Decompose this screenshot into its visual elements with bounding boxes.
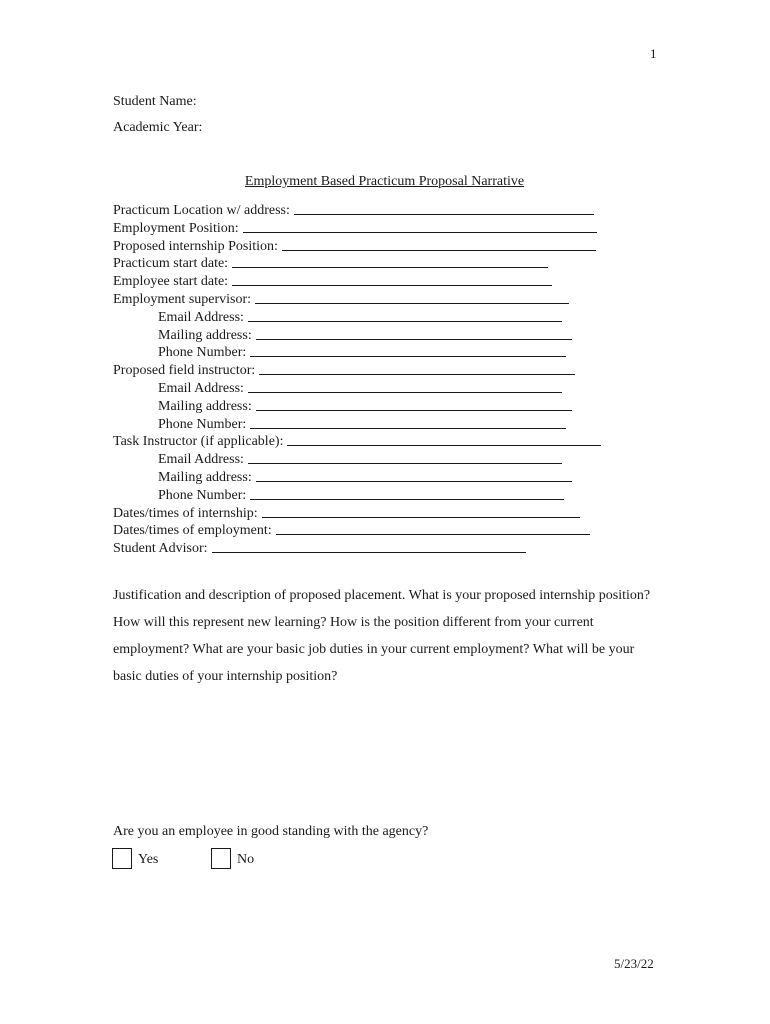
field-supervisor-phone bbox=[113, 342, 601, 360]
field-label: Email Address: bbox=[158, 380, 244, 396]
field-label: Phone Number: bbox=[158, 345, 247, 361]
field-label: Employee start date: bbox=[113, 274, 229, 290]
field-label: Mailing address: bbox=[158, 469, 252, 485]
field-proposed-field-instructor bbox=[113, 360, 601, 378]
field-supervisor-email bbox=[113, 307, 601, 325]
field-label: Mailing address: bbox=[158, 398, 252, 414]
field-label: Employment supervisor: bbox=[113, 291, 252, 307]
instructor-mailing-address-line[interactable] bbox=[256, 397, 572, 411]
supervisor-email-line[interactable] bbox=[248, 308, 562, 322]
practicum-start-date-line[interactable] bbox=[232, 254, 548, 268]
no-checkbox[interactable] bbox=[211, 848, 231, 869]
task-instructor-mailing-address-line[interactable] bbox=[256, 468, 572, 482]
field-task-instructor-email bbox=[113, 449, 601, 467]
supervisor-mailing-address-line[interactable] bbox=[256, 326, 572, 340]
employment-position-line[interactable] bbox=[243, 219, 597, 233]
page-number: 1 bbox=[650, 46, 657, 61]
field-label: Proposed internship Position: bbox=[113, 238, 278, 254]
proposal-fields bbox=[113, 200, 601, 556]
field-label: Phone Number: bbox=[158, 416, 247, 432]
field-employment-supervisor bbox=[113, 289, 601, 307]
field-label: Task Instructor (if applicable): bbox=[113, 434, 284, 450]
field-task-instructor-phone bbox=[113, 485, 601, 503]
field-supervisor-mailing-address bbox=[113, 325, 601, 343]
field-proposed-internship-position bbox=[113, 236, 601, 254]
footer-date: 5/23/22 bbox=[614, 956, 654, 971]
field-label: Practicum Location w/ address: bbox=[113, 203, 290, 218]
practicum-location-line[interactable] bbox=[294, 201, 594, 215]
student-advisor-line[interactable] bbox=[212, 539, 526, 553]
proposed-field-instructor-line[interactable] bbox=[259, 361, 575, 375]
document-title-text: Employment Based Practicum Proposal Narrative bbox=[244, 174, 525, 189]
field-dates-times-employment bbox=[113, 520, 601, 538]
field-label: Phone Number: bbox=[158, 487, 247, 503]
field-label: Email Address: bbox=[158, 452, 244, 468]
yes-label: Yes bbox=[138, 851, 159, 867]
field-instructor-email bbox=[113, 378, 601, 396]
instructor-email-line[interactable] bbox=[248, 379, 562, 393]
field-label: Dates/times of employment: bbox=[113, 523, 272, 539]
instructor-phone-line[interactable] bbox=[250, 415, 566, 429]
yes-checkbox[interactable] bbox=[112, 848, 132, 869]
field-label: Student Advisor: bbox=[113, 541, 208, 557]
field-label: Practicum start date: bbox=[113, 256, 229, 272]
header-block bbox=[113, 94, 202, 146]
choice-yes[interactable] bbox=[112, 848, 158, 869]
field-employee-start-date bbox=[113, 271, 601, 289]
field-label: Email Address: bbox=[158, 309, 244, 325]
student-name-label: Student Name: bbox=[113, 94, 197, 109]
field-label: Employment Position: bbox=[113, 220, 239, 236]
justification-prompt: Justification and description of proposed placement. What is your proposed internship position? How will this represent new learning? How is the position different from your current employment? What are your basic job duties in your current employment? What will be your basic duties of your internship position? bbox=[113, 588, 651, 684]
good-standing-question: Are you an employee in good standing with the agency? bbox=[113, 824, 429, 839]
field-instructor-mailing-address bbox=[113, 396, 601, 414]
proposed-internship-position-line[interactable] bbox=[282, 237, 596, 251]
field-label: Mailing address: bbox=[158, 327, 252, 343]
field-instructor-phone bbox=[113, 414, 601, 432]
field-practicum-location bbox=[113, 200, 601, 218]
employee-start-date-line[interactable] bbox=[232, 272, 552, 286]
no-label: No bbox=[237, 851, 255, 867]
task-instructor-phone-line[interactable] bbox=[250, 486, 564, 500]
academic-year-label: Academic Year: bbox=[113, 120, 203, 135]
task-instructor-email-line[interactable] bbox=[248, 450, 562, 464]
choice-no[interactable] bbox=[211, 848, 254, 869]
supervisor-phone-line[interactable] bbox=[250, 343, 566, 357]
field-student-advisor bbox=[113, 538, 601, 556]
document-title bbox=[0, 174, 770, 190]
field-label: Dates/times of internship: bbox=[113, 505, 258, 521]
dates-times-internship-line[interactable] bbox=[262, 504, 580, 518]
field-task-instructor bbox=[113, 431, 601, 449]
field-label: Proposed field instructor: bbox=[113, 363, 256, 379]
field-dates-times-internship bbox=[113, 503, 601, 521]
field-practicum-start-date bbox=[113, 253, 601, 271]
task-instructor-line[interactable] bbox=[287, 432, 601, 446]
dates-times-employment-line[interactable] bbox=[276, 521, 590, 535]
field-task-instructor-mailing-address bbox=[113, 467, 601, 485]
field-employment-position bbox=[113, 218, 601, 236]
employment-supervisor-line[interactable] bbox=[255, 290, 569, 304]
